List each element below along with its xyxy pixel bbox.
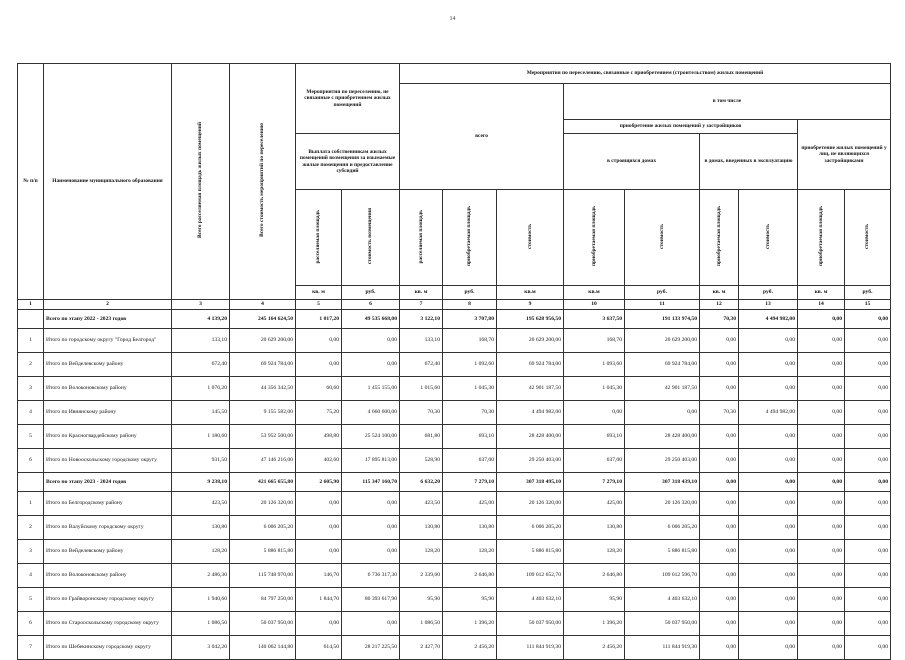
row-value: 0,00	[845, 424, 891, 448]
row-value: 0,00	[739, 424, 798, 448]
row-value: 28 428 400,00	[625, 424, 700, 448]
row-name: Итого по Волоконовскому району	[44, 376, 172, 400]
row-name: Итого по Волоконовскому району	[44, 563, 172, 587]
row-value: 3 122,10	[400, 309, 443, 328]
row-name: Итого по Ивнянскому району	[44, 400, 172, 424]
row-value: 3 707,80	[443, 309, 497, 328]
table-row	[18, 611, 891, 635]
row-value: 80 393 617,90	[342, 587, 400, 611]
row-index: 5	[18, 424, 44, 448]
row-value: 0,00	[342, 328, 400, 352]
row-value: 0,00	[342, 515, 400, 539]
column-number: 8	[443, 299, 497, 309]
header-acq-area-non-dev: приобретаемая площадь	[798, 190, 845, 286]
total-row	[18, 472, 891, 491]
row-value: 0,00	[739, 448, 798, 472]
table-row	[18, 424, 891, 448]
header-acquire-developers: приобретение жилых помещений у застройщиков	[564, 120, 798, 134]
row-value: 115 347 160,70	[342, 472, 400, 491]
row-value: 109 012 652,70	[497, 563, 564, 587]
row-value: 0,00	[700, 352, 739, 376]
row-value: 84 797 250,00	[230, 587, 296, 611]
table-row	[18, 352, 891, 376]
row-value: 9 238,10	[172, 472, 230, 491]
header-num: № п/п	[18, 64, 44, 300]
row-value: 1 844,70	[296, 587, 342, 611]
resettlement-table	[17, 63, 891, 660]
row-value: 307 318 495,10	[497, 472, 564, 491]
row-value: 70,30	[700, 309, 739, 328]
row-value: 307 318 439,10	[625, 472, 700, 491]
row-value: 2 486,30	[172, 563, 230, 587]
row-value: 0,00	[798, 611, 845, 635]
column-number: 10	[564, 299, 625, 309]
column-number: 6	[342, 299, 400, 309]
column-number: 9	[497, 299, 564, 309]
row-value: 49 535 668,00	[342, 309, 400, 328]
row-value: 931,50	[172, 448, 230, 472]
row-value: 0,00	[700, 328, 739, 352]
row-name: Итого по Грайворонскому городскому округу	[44, 587, 172, 611]
table-row	[18, 587, 891, 611]
row-name: Итого по Вейделевскому району	[44, 539, 172, 563]
header-settle-area-2: расселяемая площадь	[400, 190, 443, 286]
row-value: 421 665 655,80	[230, 472, 296, 491]
row-value: 0,00	[798, 400, 845, 424]
table-row	[18, 400, 891, 424]
header-related-group: Мероприятия по переселению, связанные с приобретением (строительством) жилых помещений	[400, 64, 891, 84]
row-value: 133,10	[172, 328, 230, 352]
row-value: 0,00	[798, 491, 845, 515]
row-name: Итого по городскому округу "Город Белгород"	[44, 328, 172, 352]
row-value: 2 427,70	[400, 635, 443, 659]
row-value: 130,80	[564, 515, 625, 539]
row-value: 145,50	[172, 400, 230, 424]
row-value: 0,00	[342, 539, 400, 563]
row-value: 0,00	[342, 352, 400, 376]
column-number: 1	[18, 299, 44, 309]
row-value: 0,00	[342, 611, 400, 635]
row-value: 0,00	[845, 309, 891, 328]
header-in-construction: в строящихся домах	[564, 134, 700, 190]
row-value: 0,00	[700, 635, 739, 659]
row-name: Итого по Шебекинскому городскому округу	[44, 635, 172, 659]
row-value: 69 924 784,00	[230, 352, 296, 376]
row-index: 6	[18, 448, 44, 472]
row-value: 1 455 155,00	[342, 376, 400, 400]
row-value: 0,00	[845, 587, 891, 611]
row-value: 168,70	[443, 328, 497, 352]
row-value: 0,00	[845, 448, 891, 472]
row-index	[18, 309, 44, 328]
row-value: 0,00	[845, 472, 891, 491]
row-value: 614,50	[296, 635, 342, 659]
row-value: 6 736 317,30	[342, 563, 400, 587]
row-value: 195 628 956,50	[497, 309, 564, 328]
row-value: 423,50	[172, 491, 230, 515]
row-index: 2	[18, 515, 44, 539]
row-value: 693,10	[564, 424, 625, 448]
row-value: 1 940,60	[172, 587, 230, 611]
row-value: 2 646,80	[564, 563, 625, 587]
row-value: 0,00	[845, 611, 891, 635]
row-value: 528,90	[400, 448, 443, 472]
row-index: 1	[18, 328, 44, 352]
unit-cell: руб.	[625, 286, 700, 300]
row-value: 20 629 200,00	[497, 328, 564, 352]
row-value: 0,00	[845, 539, 891, 563]
row-value: 5 886 815,80	[497, 539, 564, 563]
row-name: Итого по Новооскольскому городскому округу	[44, 448, 172, 472]
row-value: 0,00	[700, 539, 739, 563]
header-settle-area: расселяемая площадь	[296, 190, 342, 286]
row-value: 0,00	[700, 376, 739, 400]
row-value: 60,60	[296, 376, 342, 400]
row-value: 191 133 974,50	[625, 309, 700, 328]
row-value: 128,20	[172, 539, 230, 563]
unit-cell: кв.м	[564, 286, 625, 300]
row-value: 9 155 582,00	[230, 400, 296, 424]
row-value: 0,00	[798, 539, 845, 563]
row-value: 2 456,20	[443, 635, 497, 659]
row-value: 17 895 813,00	[342, 448, 400, 472]
row-value: 0,00	[845, 400, 891, 424]
row-value: 0,00	[845, 352, 891, 376]
row-value: 0,00	[845, 515, 891, 539]
row-value: 25 524 100,00	[342, 424, 400, 448]
column-number: 4	[230, 299, 296, 309]
row-value: 672,40	[172, 352, 230, 376]
row-name: Всего по этапу 2023 - 2024 годов	[44, 472, 172, 491]
row-value: 1 180,60	[172, 424, 230, 448]
table-row	[18, 515, 891, 539]
row-value: 111 844 919,30	[625, 635, 700, 659]
row-value: 4 494 982,00	[739, 309, 798, 328]
row-value: 130,80	[400, 515, 443, 539]
column-number: 7	[400, 299, 443, 309]
row-name: Всего по этапу 2022 - 2023 годов	[44, 309, 172, 328]
header-municipality: Наименование муниципального образования	[44, 64, 172, 300]
table-body	[18, 309, 891, 659]
row-value: 0,00	[739, 539, 798, 563]
row-value: 0,00	[296, 491, 342, 515]
column-number: 12	[700, 299, 739, 309]
row-value: 0,00	[700, 563, 739, 587]
row-value: 0,00	[798, 587, 845, 611]
row-index: 7	[18, 635, 44, 659]
row-value: 0,00	[739, 376, 798, 400]
row-value: 4 494 982,00	[497, 400, 564, 424]
row-value: 0,00	[296, 328, 342, 352]
row-value: 4 494 982,00	[739, 400, 798, 424]
row-value: 0,00	[739, 328, 798, 352]
row-index	[18, 472, 44, 491]
row-value: 0,00	[798, 635, 845, 659]
row-value: 0,00	[845, 563, 891, 587]
row-value: 0,00	[296, 611, 342, 635]
row-value: 0,00	[739, 352, 798, 376]
row-value: 109 012 596,70	[625, 563, 700, 587]
row-value: 3 042,20	[172, 635, 230, 659]
column-number: 11	[625, 299, 700, 309]
row-value: 0,00	[700, 611, 739, 635]
total-row	[18, 309, 891, 328]
row-value: 130,80	[172, 515, 230, 539]
row-value: 70,30	[400, 400, 443, 424]
header-acq-area-construction: приобретаемая площадь	[564, 190, 625, 286]
header-cost-construction: стоимость	[625, 190, 700, 286]
unit-cell: кв. м	[296, 286, 342, 300]
row-value: 42 901 187,50	[497, 376, 564, 400]
row-value: 0,00	[739, 491, 798, 515]
row-value: 0,00	[798, 472, 845, 491]
table-row	[18, 376, 891, 400]
row-value: 0,00	[845, 376, 891, 400]
row-value: 0,00	[700, 472, 739, 491]
row-value: 128,20	[443, 539, 497, 563]
row-value: 4 660 600,00	[342, 400, 400, 424]
row-value: 0,00	[845, 328, 891, 352]
row-value: 245 164 624,50	[230, 309, 296, 328]
unit-cell: руб.	[342, 286, 400, 300]
row-value: 0,00	[798, 563, 845, 587]
row-value: 2 339,60	[400, 563, 443, 587]
row-value: 28 428 400,00	[497, 424, 564, 448]
row-value: 0,00	[798, 424, 845, 448]
header-not-related-group: Мероприятия по переселению, не связанные с приобретением жилых помещений	[296, 64, 400, 134]
row-value: 6 006 205,20	[497, 515, 564, 539]
column-number: 15	[845, 299, 891, 309]
header-comp-cost: стоимость возмещения	[342, 190, 400, 286]
header-in-commissioned: в домах, введенных в эксплуатацию	[700, 134, 798, 190]
row-value: 5 886 815,80	[230, 539, 296, 563]
row-value: 0,00	[798, 448, 845, 472]
row-value: 128,20	[400, 539, 443, 563]
row-value: 128,20	[564, 539, 625, 563]
unit-cell: руб.	[845, 286, 891, 300]
row-value: 637,00	[564, 448, 625, 472]
row-index: 4	[18, 400, 44, 424]
row-value: 0,00	[700, 515, 739, 539]
row-value: 1 092,60	[443, 352, 497, 376]
row-name: Итого по Вейделевскому району	[44, 352, 172, 376]
row-value: 95,90	[564, 587, 625, 611]
row-value: 1 017,20	[296, 309, 342, 328]
row-value: 6 006 205,20	[230, 515, 296, 539]
row-value: 0,00	[625, 400, 700, 424]
row-value: 4 139,20	[172, 309, 230, 328]
row-value: 425,00	[564, 491, 625, 515]
row-value: 168,70	[564, 328, 625, 352]
unit-cell: руб.	[739, 286, 798, 300]
row-index: 6	[18, 611, 44, 635]
row-value: 6 632,20	[400, 472, 443, 491]
header-total-group: всего	[400, 84, 564, 190]
row-index: 2	[18, 352, 44, 376]
row-index: 3	[18, 539, 44, 563]
row-value: 146,70	[296, 563, 342, 587]
row-value: 28 217 225,50	[342, 635, 400, 659]
header-cost-non-dev: стоимость	[845, 190, 891, 286]
header-not-related-sub: Выплата собственникам жилых помещений возмещения за изымаемые жилые помещения и предоставление субсидий	[296, 134, 400, 190]
row-value: 0,00	[845, 635, 891, 659]
row-value: 1 396,20	[564, 611, 625, 635]
unit-cell: кв. м	[400, 286, 443, 300]
row-value: 95,90	[443, 587, 497, 611]
row-value: 130,80	[443, 515, 497, 539]
header-including: в том числе	[564, 84, 891, 120]
row-value: 20 629 200,00	[230, 328, 296, 352]
row-value: 0,00	[296, 515, 342, 539]
header-total-area: Всего расселяемая площадь жилых помещений	[172, 64, 230, 300]
row-value: 0,00	[739, 563, 798, 587]
row-value: 425,00	[443, 491, 497, 515]
row-value: 140 062 144,80	[230, 635, 296, 659]
row-value: 42 901 187,50	[625, 376, 700, 400]
table-row	[18, 563, 891, 587]
row-value: 1 015,60	[400, 376, 443, 400]
row-value: 69 924 784,00	[625, 352, 700, 376]
row-value: 0,00	[700, 448, 739, 472]
row-value: 1 396,20	[443, 611, 497, 635]
row-value: 1 076,20	[172, 376, 230, 400]
row-value: 0,00	[798, 309, 845, 328]
row-value: 1 045,30	[443, 376, 497, 400]
row-value: 0,00	[798, 352, 845, 376]
column-number: 5	[296, 299, 342, 309]
header-total-cost: Всего стоимость мероприятий по переселению	[230, 64, 296, 300]
row-value: 7 279,10	[564, 472, 625, 491]
header-acquired-area: приобретаемая площадь	[443, 190, 497, 286]
row-value: 75,20	[296, 400, 342, 424]
row-value: 0,00	[296, 352, 342, 376]
row-value: 20 126 320,00	[230, 491, 296, 515]
row-value: 69 924 784,00	[497, 352, 564, 376]
row-name: Итого по Валуйскому городскому округу	[44, 515, 172, 539]
column-number: 13	[739, 299, 798, 309]
row-value: 637,00	[443, 448, 497, 472]
row-value: 0,00	[739, 635, 798, 659]
row-value: 0,00	[739, 472, 798, 491]
column-number: 2	[44, 299, 172, 309]
row-value: 1 093,60	[564, 352, 625, 376]
header-cost-commissioned: стоимость	[739, 190, 798, 286]
row-value: 50 037 950,00	[230, 611, 296, 635]
row-value: 0,00	[564, 400, 625, 424]
row-value: 5 886 815,80	[625, 539, 700, 563]
row-value: 95,90	[400, 587, 443, 611]
row-value: 4 403 632,10	[625, 587, 700, 611]
row-value: 111 844 919,30	[497, 635, 564, 659]
row-value: 20 629 200,00	[625, 328, 700, 352]
row-value: 0,00	[342, 491, 400, 515]
row-value: 0,00	[739, 587, 798, 611]
row-value: 0,00	[700, 424, 739, 448]
page-number: 14	[449, 16, 456, 22]
row-value: 2 605,90	[296, 472, 342, 491]
row-value: 2 646,80	[443, 563, 497, 587]
column-number: 3	[172, 299, 230, 309]
unit-cell: кв.м	[497, 286, 564, 300]
table-row	[18, 448, 891, 472]
row-name: Итого по Белгородскому району	[44, 491, 172, 515]
row-value: 20 126 320,00	[497, 491, 564, 515]
row-value: 0,00	[845, 491, 891, 515]
header-acq-area-commissioned: приобретаемая площадь	[700, 190, 739, 286]
row-value: 133,10	[400, 328, 443, 352]
row-name: Итого по Красногвардейскому району	[44, 424, 172, 448]
row-value: 0,00	[700, 587, 739, 611]
header-cost: стоимость	[497, 190, 564, 286]
row-value: 0,00	[296, 539, 342, 563]
row-value: 2 456,20	[564, 635, 625, 659]
row-value: 0,00	[798, 515, 845, 539]
row-value: 0,00	[798, 376, 845, 400]
row-index: 1	[18, 491, 44, 515]
row-name: Итого по Старооскольскому городскому округу	[44, 611, 172, 635]
table-row	[18, 635, 891, 659]
row-index: 3	[18, 376, 44, 400]
table-row	[18, 539, 891, 563]
row-value: 4 403 632,10	[497, 587, 564, 611]
row-value: 681,80	[400, 424, 443, 448]
row-value: 7 279,10	[443, 472, 497, 491]
row-value: 1 045,30	[564, 376, 625, 400]
unit-cell: кв. м	[700, 286, 739, 300]
row-value: 6 006 205,20	[625, 515, 700, 539]
row-value: 29 250 403,00	[497, 448, 564, 472]
row-value: 53 952 500,00	[230, 424, 296, 448]
row-value: 50 037 950,00	[497, 611, 564, 635]
row-value: 47 146 216,00	[230, 448, 296, 472]
row-value: 672,40	[400, 352, 443, 376]
column-numbers-row	[18, 299, 891, 309]
row-value: 1 086,50	[172, 611, 230, 635]
row-value: 70,30	[700, 400, 739, 424]
row-value: 1 086,50	[400, 611, 443, 635]
table-row	[18, 491, 891, 515]
row-value: 498,80	[296, 424, 342, 448]
unit-cell: кв. м	[798, 286, 845, 300]
row-value: 44 356 342,50	[230, 376, 296, 400]
row-value: 115 748 970,00	[230, 563, 296, 587]
row-value: 3 637,50	[564, 309, 625, 328]
row-value: 70,30	[443, 400, 497, 424]
row-value: 0,00	[739, 515, 798, 539]
table-row	[18, 328, 891, 352]
row-value: 50 037 950,00	[625, 611, 700, 635]
row-index: 4	[18, 563, 44, 587]
row-value: 29 250 403,00	[625, 448, 700, 472]
unit-cell: руб.	[443, 286, 497, 300]
row-index: 5	[18, 587, 44, 611]
row-value: 402,60	[296, 448, 342, 472]
row-value: 693,10	[443, 424, 497, 448]
column-number: 14	[798, 299, 845, 309]
row-value: 0,00	[739, 611, 798, 635]
row-value: 0,00	[798, 328, 845, 352]
row-value: 423,50	[400, 491, 443, 515]
header-acquire-non-developers: приобретение жилых помещений у лиц, не являющихся застройщиками	[798, 120, 891, 190]
row-value: 20 126 320,00	[625, 491, 700, 515]
row-value: 0,00	[700, 491, 739, 515]
